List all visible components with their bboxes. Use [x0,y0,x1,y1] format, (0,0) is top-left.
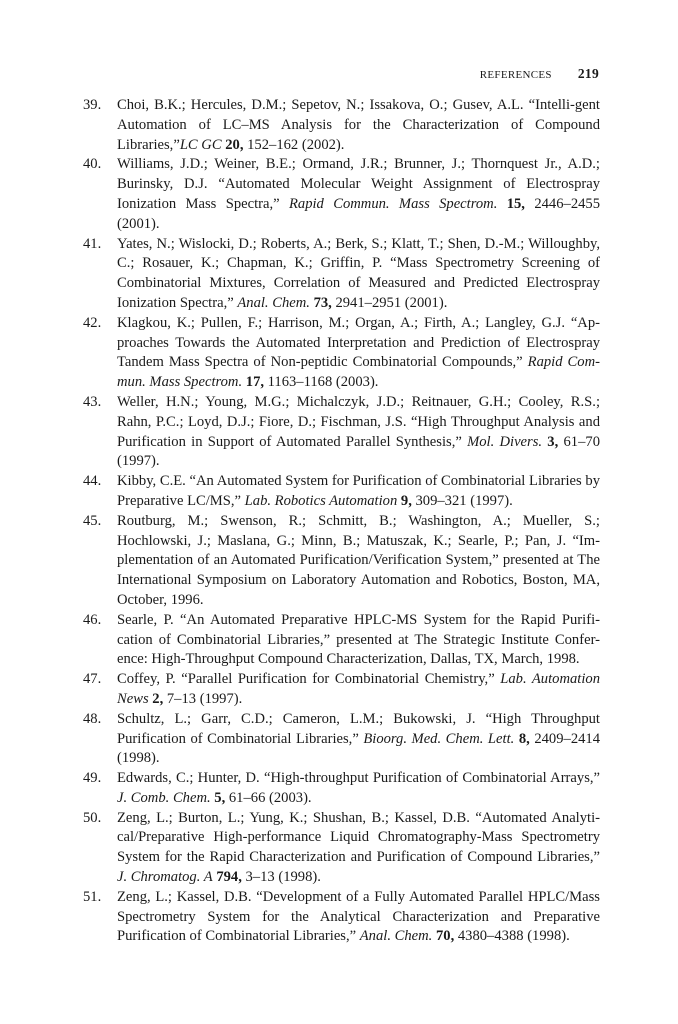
reference-item [83,155,600,234]
running-head [480,66,599,82]
reference-list [83,96,600,947]
reference-text [117,809,600,888]
reference-pages: 3–13 (1998). [241,869,321,886]
reference-item [83,472,600,512]
reference-journal: J. Chromatog. A [117,869,213,886]
reference-authors: Coffey, P. [117,671,182,688]
reference-item [83,769,600,809]
reference-journal: J. Comb. Chem. [117,789,211,806]
reference-pages: 1163–1168 (2003). [264,374,379,391]
reference-text [117,670,600,710]
reference-authors: Searle, P. [117,611,181,628]
reference-item [83,710,600,769]
reference-text [117,611,600,670]
reference-number: 51. [83,888,102,905]
reference-number: 39. [83,97,102,113]
reference-volume: 2, [148,690,164,707]
reference-journal: Lab. Robotics Automation [244,492,398,509]
reference-title: “Ap-proaches Towards the Automated Interpretation and Prediction of Electrospray Tandem Mass Spectra of Non-peptidic Combinatorial Compounds,” [117,314,600,371]
reference-pages: 2409–2414 (1998). [117,730,601,767]
reference-authors: Klagkou, K.; Pullen, F.; Harrison, M.; Organ, A.; Firth, A.; Langley, G.J. [117,314,571,331]
reference-journal: Mol. Divers. [467,433,543,450]
reference-text [117,472,600,512]
reference-item [83,670,600,710]
reference-item [83,611,600,670]
reference-text [117,710,600,769]
reference-journal: LC GC [179,136,222,153]
reference-journal: Anal. Chem. [359,928,433,945]
reference-item [83,512,600,611]
reference-title: “An Automated Preparative HPLC-MS System for the Rapid Purifi-cation of Combinatorial Libraries,” presented at The Strategic Institute Confer-ence: High-Throughput Compound Characterization, Dallas, TX, March, 1998. [117,611,601,668]
section-title: REFERENCES [479,69,552,81]
reference-authors: Yates, N.; Wislocki, D.; Roberts, A.; Berk, S.; Klatt, T.; Shen, D.-M.; Willoughby, C.; Rosauer, K.; Chapman, K.; Griffin, P. [117,235,600,272]
reference-text [117,888,600,947]
reference-number: 42. [83,314,102,331]
reference-authors: Choi, B.K.; Hercules, D.M.; Sepetov, N.; Issakova, O.; Gusev, A.L. [117,97,529,113]
reference-title: “Mass Spectrometry Screening of Combinatorial Mixtures, Correlation of Measured and Predicted Electrospray Ionization Spectra,” [117,255,600,311]
reference-authors: Zeng, L.; Kassel, D.B. [117,888,257,905]
reference-number: 45. [83,512,102,529]
reference-authors: Schultz, L.; Garr, C.D.; Cameron, L.M.; Bukowski, J. [117,710,486,727]
reference-number: 40. [83,156,102,173]
reference-pages: 2446–2455 (2001). [117,195,601,232]
reference-pages: 152–162 (2002). [243,136,345,153]
reference-title: “Automated Molecular Weight Assignment of Electrospray Ionization Mass Spectra,” [117,176,600,212]
reference-item [83,235,600,314]
reference-number: 46. [83,611,102,628]
reference-pages: 61–70 (1997). [117,433,600,470]
reference-title: “Im-plementation of an Automated Purification/Verification System,” presented at The International Symposium on Laboratory Automation and Robotics, Boston, MA, October, 1996. [117,532,600,608]
reference-title: “Parallel Purification for Combinatorial Chemistry,” [181,671,501,688]
reference-text [117,512,600,611]
reference-number: 48. [83,710,102,727]
reference-text [117,235,600,314]
reference-volume: 8, [514,730,530,747]
reference-volume: 15, [497,195,525,212]
reference-volume: 17, [242,374,265,391]
reference-item [83,888,600,947]
reference-item [83,96,600,155]
reference-authors: Routburg, M.; Swenson, R.; Schmitt, B.; Washington, A.; Mueller, S.; Hochlowski, J.; Maslana, G.; Minn, B.; Matuszak, K.; Searle, P.; Pan, J. [117,512,600,549]
page-number: 219 [577,66,599,81]
reference-volume: 3, [542,433,559,450]
reference-journal: Lab. Automation News [117,671,600,707]
reference-text [117,393,600,472]
reference-pages: 7–13 (1997). [163,690,243,707]
reference-title: “High Throughput Analysis and Purification in Support of Automated Parallel Synthesis,” [117,413,600,450]
reference-item [83,314,600,393]
reference-volume: 794, [212,869,242,886]
reference-text [117,769,600,809]
reference-number: 50. [83,809,102,826]
reference-number: 41. [83,235,102,252]
reference-number: 44. [83,473,102,490]
reference-pages: 2941–2951 (2001). [331,294,448,311]
reference-volume: 9, [397,492,412,509]
reference-pages: 309–321 (1997). [411,492,513,509]
reference-volume: 73, [309,294,332,311]
reference-number: 47. [83,671,102,688]
reference-journal: Rapid Com-mun. Mass Spectrom. [117,354,600,391]
reference-title: “Automated Analyti-cal/Preparative High-performance Liquid Chromatography-Mass Spectrometry System for the Rapid Characterization and Purification of Compound Libraries,” [117,809,600,866]
reference-journal: Bioorg. Med. Chem. Lett. [363,730,515,747]
reference-volume: 20, [221,136,244,153]
reference-journal: Anal. Chem. [237,294,310,311]
reference-journal: Rapid Commun. Mass Spectrom. [288,195,498,212]
reference-authors: Edwards, C.; Hunter, D. [117,770,264,787]
reference-title: “Development of a Fully Automated Parallel HPLC/Mass Spectrometry System for the Analytical Characterization and Preparative Purification of Combinatorial Libraries,” [117,888,600,945]
reference-pages: 4380–4388 (1998). [454,928,570,945]
reference-text [117,314,600,393]
reference-number: 49. [83,770,102,787]
reference-item [83,809,600,888]
reference-pages: 61–66 (2003). [225,789,312,806]
reference-volume: 5, [210,789,226,806]
reference-text [117,155,600,234]
reference-title: “High Throughput Purification of Combinatorial Libraries,” [117,710,600,747]
reference-title: “High-throughput Purification of Combinatorial Arrays,” [263,770,600,787]
reference-item [83,393,600,472]
reference-volume: 70, [432,928,455,945]
reference-title: “Intelli-gent Automation of LC–MS Analysis for the Characterization of Compound Libraries,” [117,97,600,153]
reference-authors: Kibby, C.E. [117,473,190,490]
reference-authors: Zeng, L.; Burton, L.; Yung, K.; Shushan, B.; Kassel, D.B. [117,809,476,826]
reference-authors: Weller, H.N.; Young, M.G.; Michalczyk, J.D.; Reitnauer, G.H.; Cooley, R.S.; Rahn, P.C.; Loyd, D.J.; Fiore, D.; Fischman, J.S. [117,393,600,430]
reference-title: “An Automated System for Purification of Combinatorial Libraries by Preparative LC/MS,” [117,473,600,509]
reference-number: 43. [83,393,102,410]
reference-text [117,96,600,155]
reference-authors: Williams, J.D.; Weiner, B.E.; Ormand, J.R.; Brunner, J.; Thornquest Jr., A.D.; Burinsky, D.J. [117,156,600,193]
